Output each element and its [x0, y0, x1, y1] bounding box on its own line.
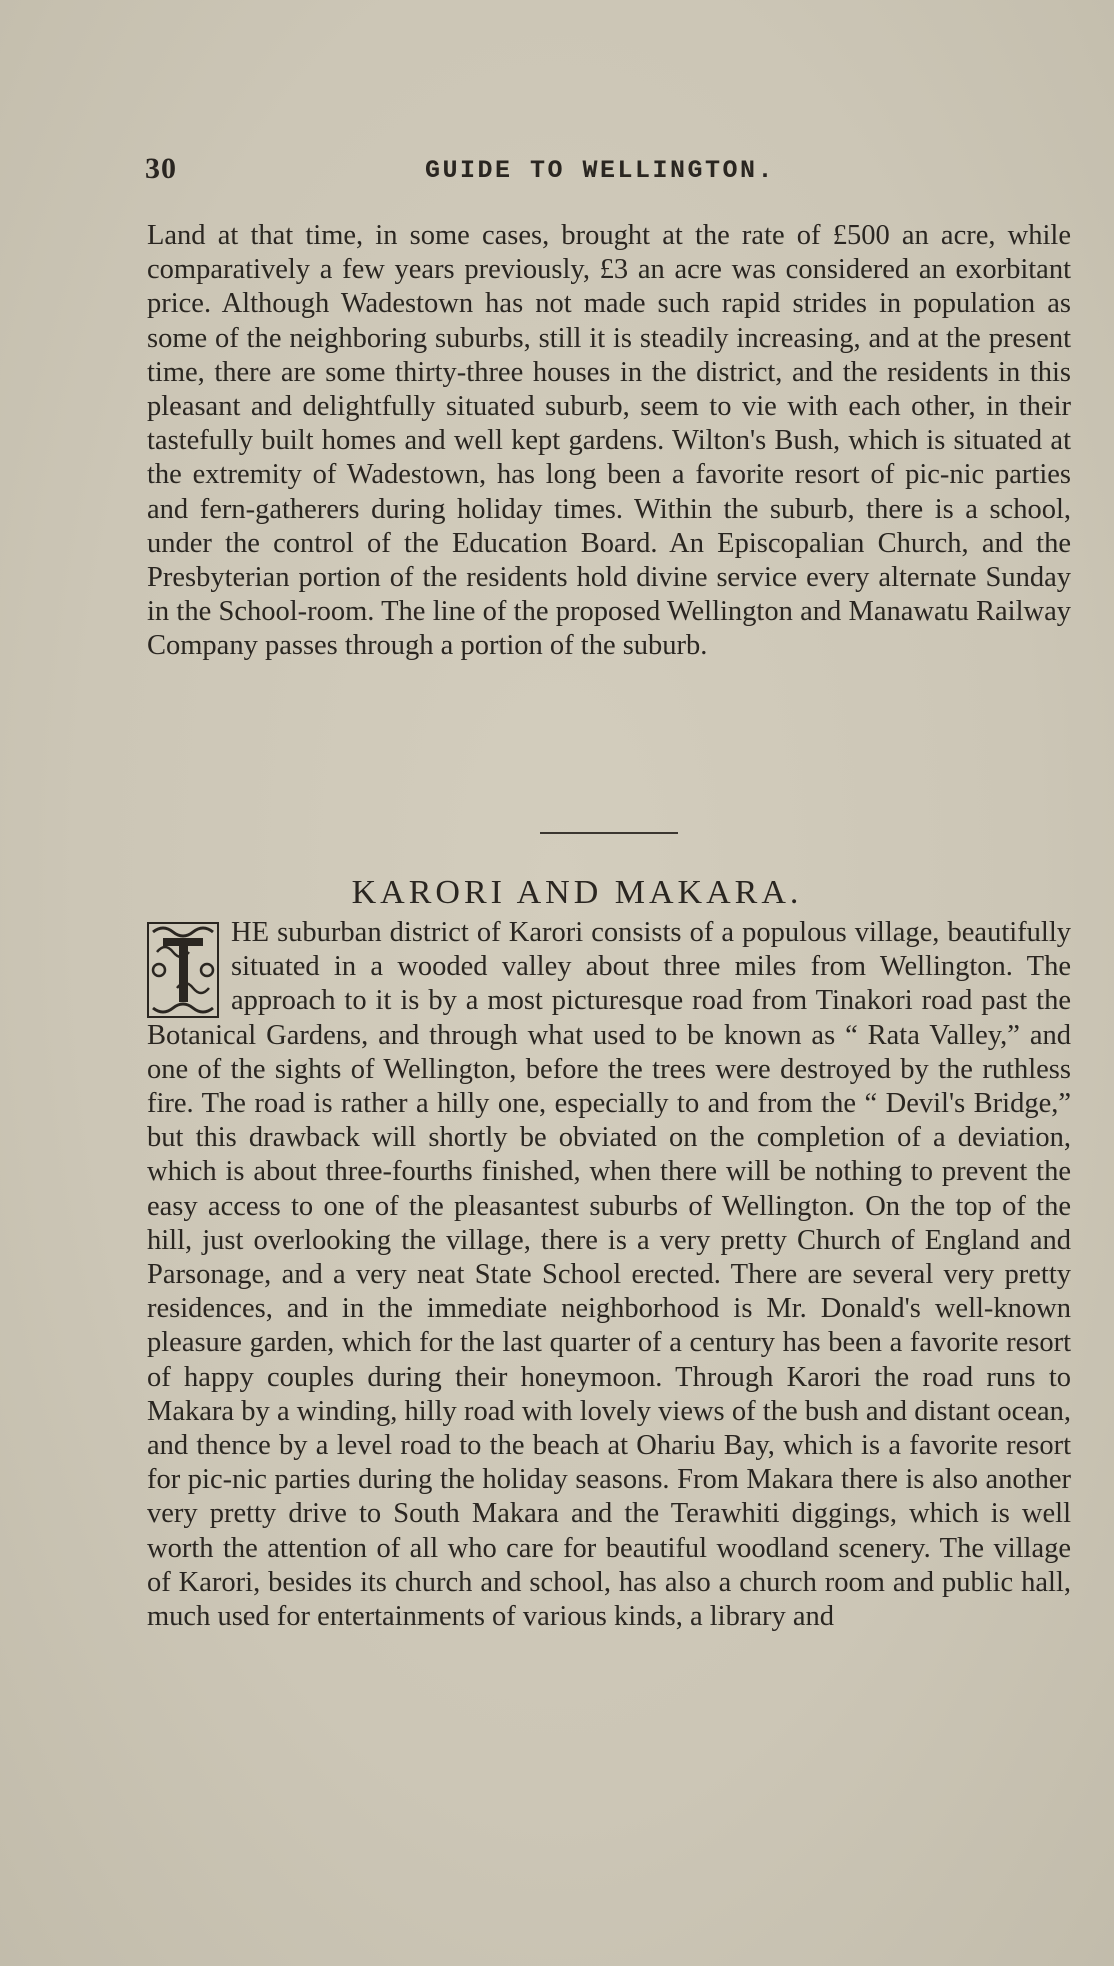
section-heading: KARORI AND MAKARA.	[351, 874, 803, 911]
paragraph-wadestown: Land at that time, in some cases, brought at the rate of £500 an acre, while comparatively a few years previously, £3 an acre was considered an exorbitant price. Although Wadestown has not made such rapid strides in population as some of the neighboring suburbs, still it is steadily increasing, and at the present time, there are some thirty-three houses in the district, and the residents in this pleasant and delightfully situated suburb, seem to vie with each other, in their tastefully built homes and well kept gardens. Wilton's Bush, which is situated at the extremity of Wadestown, has long been a favorite resort of pic-nic parties and fern-gatherers during holiday times. Within the suburb, there is a school, under the control of the Education Board. An Episcopalian Church, and the Presbyterian portion of the residents hold divine service every alternate Sunday in the School-room. The line of the proposed Wellington and Manawatu Railway Company passes through a portion of the suburb.	[147, 220, 1071, 662]
running-title: GUIDE TO WELLINGTON.	[425, 156, 776, 185]
section-divider	[540, 832, 678, 834]
section-karori	[147, 916, 1071, 1634]
page-number: 30	[145, 152, 177, 185]
paragraph-karori: HE suburban district of Karori consists of a populous village, beautifully situated in a wooded valley about three miles from Wellington. The approach to it is by a most picturesque road from Tinakori road past the Botanical Gardens, and through what used to be known as “ Rata Valley,” and one of the sights of Wellington, before the trees were destroyed by the ruthless fire. The road is rather a hilly one, especially to and from the “ Devil's Bridge,” but this drawback will shortly be obviated on the completion of a deviation, which is about three-fourths finished, when there will be nothing to prevent the easy access to one of the pleasantest suburbs of Wellington. On the top of the hill, just overlooking the village, there is a very pretty Church of England and Parsonage, and a very neat State School erected. There are several very pretty residences, and in the immediate neighborhood is Mr. Donald's well-known pleasure garden, which for the last quarter of a century has been a favorite resort of happy couples during their honeymoon. Through Karori the road runs to Makara by a winding, hilly road with lovely views of the bush and distant ocean, and thence by a level road to the beach at Ohariu Bay, which is a favorite resort for pic-nic parties during the holiday seasons. From Makara there is also another very pretty drive to South Makara and the Terawhiti diggings, which is well worth the attention of all who care for beautiful woodland scenery. The village of Karori, besides its church and school, has also a church room and public hall, much used for entertainments of various kinds, a library and	[147, 917, 1071, 1633]
dropcap-ornament-icon	[147, 922, 219, 1018]
ornamental-dropcap-icon	[147, 922, 219, 1018]
page-header	[145, 152, 1042, 192]
